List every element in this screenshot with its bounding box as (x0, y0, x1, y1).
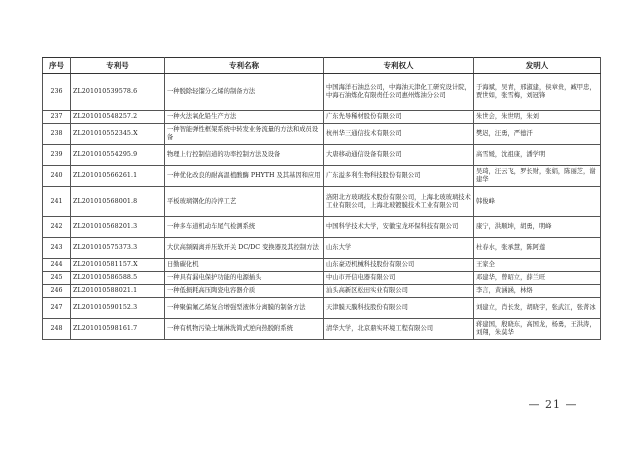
cell-inventors: 刘建立，肖长发，胡晓宇，张武江，张菁冰 (474, 298, 601, 319)
cell-patent-owner: 杭州华三通信技术有限公司 (324, 124, 474, 145)
cell-patent-number: ZL201010548257.2 (71, 111, 165, 124)
cell-seq: 236 (43, 74, 71, 111)
cell-seq: 246 (43, 285, 71, 298)
header-inventors: 发明人 (474, 58, 601, 74)
cell-seq: 241 (43, 187, 71, 217)
cell-patent-owner: 汕头高新区松田实业有限公司 (324, 285, 474, 298)
cell-inventors: 韩俊峰 (474, 187, 601, 217)
header-patent-name: 专利名称 (165, 58, 324, 74)
cell-seq: 245 (43, 272, 71, 285)
table-row (43, 259, 601, 272)
cell-inventors: 李言，黄涵涵，林烙 (474, 285, 601, 298)
cell-seq: 247 (43, 298, 71, 319)
header-patent-owner: 专利权人 (324, 58, 474, 74)
cell-patent-number: ZL201010568001.8 (71, 187, 165, 217)
table-row (43, 285, 601, 298)
cell-patent-name: 一种智能弹性框架系统中转发业务流量的方法和成员设备 (165, 124, 324, 145)
cell-inventors: 吴琦，汪云飞，罗长财，张娟，陈丽芝，谢建华 (474, 166, 601, 187)
table-row (43, 145, 601, 166)
cell-patent-name: 一种聚偏氟乙烯复合增强型液体分离膜的制备方法 (165, 298, 324, 319)
cell-inventors: 朱世会，朱世明，朱刘 (474, 111, 601, 124)
cell-patent-owner: 中国科学技术大学，安徽宝龙环保科技有限公司 (324, 217, 474, 238)
cell-patent-owner: 山东大学 (324, 238, 474, 259)
table-row (43, 298, 601, 319)
cell-seq: 239 (43, 145, 71, 166)
cell-inventors: 邓建华，曾昭立，薛兰旺 (474, 272, 601, 285)
cell-patent-number: ZL201010575373.3 (71, 238, 165, 259)
header-seq: 序号 (43, 58, 71, 74)
cell-patent-number: ZL201010586588.5 (71, 272, 165, 285)
cell-patent-name: 物理上行控制信道的功率控制方法及设备 (165, 145, 324, 166)
cell-inventors: 康宁，洪顺坤，胡勇，明峰 (474, 217, 601, 238)
cell-patent-name: 一种低损耗高压陶瓷电容器介质 (165, 285, 324, 298)
cell-patent-number: ZL201010554295.9 (71, 145, 165, 166)
cell-seq: 237 (43, 111, 71, 124)
table-row (43, 272, 601, 285)
cell-patent-owner: 中国海洋石油总公司，中海油天津化工研究设计院，中海石油炼化有限责任公司惠州炼油分公司 (324, 74, 474, 111)
cell-patent-owner: 山东豪迈机械科技股份有限公司 (324, 259, 474, 272)
cell-patent-owner: 洛阳北方玻璃技术股份有限公司，上海北玻玻璃技术工业有限公司，上海北玻镀膜技术工业有限公司 (324, 187, 474, 217)
cell-seq: 242 (43, 217, 71, 238)
cell-patent-name: 日勤碳化机 (165, 259, 324, 272)
cell-patent-name: 一种具有漏电保护功能的电源插头 (165, 272, 324, 285)
table-row (43, 124, 601, 145)
cell-patent-name: 一种多车道机动车尾气检测系统 (165, 217, 324, 238)
cell-patent-owner: 天津膜天膜科技股份有限公司 (324, 298, 474, 319)
cell-seq: 238 (43, 124, 71, 145)
cell-patent-number: ZL201010539578.6 (71, 74, 165, 111)
cell-patent-number: ZL201010566261.1 (71, 166, 165, 187)
cell-seq: 240 (43, 166, 71, 187)
cell-inventors: 杜春水，张承慧，陈阿莲 (474, 238, 601, 259)
cell-patent-number: ZL201010590152.3 (71, 298, 165, 319)
table-row (43, 187, 601, 217)
table-header-row (43, 58, 601, 74)
cell-inventors: 于海斌，吴青，邢淑建，侯章贵，臧甲忠，贾世如，张雪梅，刘冠锋 (474, 74, 601, 111)
cell-seq: 244 (43, 259, 71, 272)
cell-patent-owner: 中山市开信电器有限公司 (324, 272, 474, 285)
cell-patent-number: ZL201010552345.X (71, 124, 165, 145)
cell-inventors: 樊迟，汪勇，严德汗 (474, 124, 601, 145)
cell-patent-number: ZL201010598161.7 (71, 319, 165, 340)
cell-patent-name: 一种有机物污染土壤淋洗简式逆向热脱附系统 (165, 319, 324, 340)
cell-patent-owner: 广东先导稀材股份有限公司 (324, 111, 474, 124)
cell-inventors: 蒋建国，殷晓东，高国龙，杨勇，王洪涛，刘翔，朱莫华 (474, 319, 601, 340)
cell-patent-number: ZL201010568201.3 (71, 217, 165, 238)
table-row (43, 217, 601, 238)
cell-patent-number: ZL201010581157.X (71, 259, 165, 272)
cell-inventors: 王家全 (474, 259, 601, 272)
table-row (43, 111, 601, 124)
patent-table (42, 57, 601, 340)
cell-seq: 248 (43, 319, 71, 340)
header-patent-number: 专利号 (71, 58, 165, 74)
cell-patent-name: 平板玻璃钢化的冷淬工艺 (165, 187, 324, 217)
table-row (43, 238, 601, 259)
cell-patent-number: ZL201010588021.1 (71, 285, 165, 298)
cell-seq: 243 (43, 238, 71, 259)
cell-patent-name: 大伏高频隔离并压软开关 DC/DC 变换器及其控制方法 (165, 238, 324, 259)
cell-patent-name: 一种火法氧化铅生产方法 (165, 111, 324, 124)
cell-patent-name: 一种优化改良的耐高温植酸酶 PHYTH 及其基因和应用 (165, 166, 324, 187)
cell-patent-name: 一种脱除轻馏分乙烯的制备方法 (165, 74, 324, 111)
cell-patent-owner: 大唐移动通信设备有限公司 (324, 145, 474, 166)
table-row (43, 166, 601, 187)
cell-patent-owner: 清华大学，北京鼎实环境工程有限公司 (324, 319, 474, 340)
page-number: — 21 — (528, 398, 578, 411)
cell-inventors: 高雪媛，沈祖康，潘学明 (474, 145, 601, 166)
table-row (43, 74, 601, 111)
table-row (43, 319, 601, 340)
cell-patent-owner: 广东溢多利生物科技股份有限公司 (324, 166, 474, 187)
